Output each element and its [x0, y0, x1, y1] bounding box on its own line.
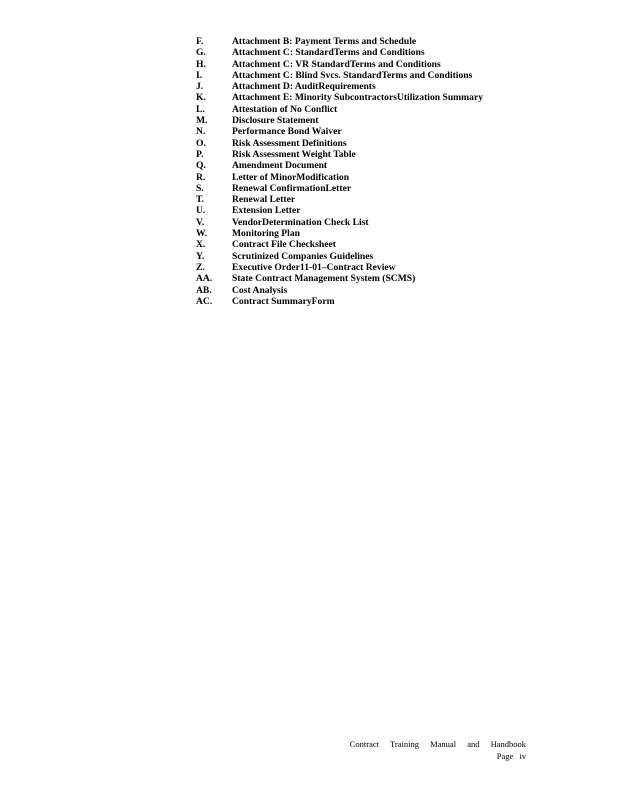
appendix-title: Attachment D: AuditRequirements: [232, 81, 376, 93]
appendix-title: Risk Assessment Weight Table: [232, 148, 356, 160]
appendix-letter: S.: [196, 182, 204, 194]
appendix-letter: AC.: [196, 295, 213, 307]
appendix-list: [196, 36, 483, 307]
appendix-title: Letter of MinorModification: [232, 171, 350, 183]
appendix-item-t: [196, 194, 483, 205]
appendix-item-w: [196, 228, 483, 239]
appendix-title: Contract File Checksheet: [232, 239, 336, 251]
appendix-letter: M.: [196, 115, 208, 127]
appendix-title: Executive Order11-01–Contract Review: [232, 261, 396, 273]
appendix-letter: H.: [196, 58, 206, 70]
appendix-letter: I.: [196, 69, 203, 81]
appendix-letter: T.: [196, 194, 205, 206]
appendix-item-z: [196, 262, 483, 273]
appendix-title: Renewal Letter: [232, 194, 296, 206]
footer-title: Contract Training Manual and Handbook: [349, 739, 526, 749]
appendix-letter: K.: [196, 92, 206, 104]
appendix-title: Cost Analysis: [232, 284, 288, 296]
page-footer: [350, 738, 526, 762]
appendix-item-h: [196, 59, 483, 70]
appendix-title: Attachment E: Minority SubcontractorsUtilization Summary: [232, 92, 484, 104]
appendix-item-y: [196, 251, 483, 262]
appendix-item-p: [196, 149, 483, 160]
appendix-item-o: [196, 138, 483, 149]
appendix-title: Contract SummaryForm: [232, 295, 335, 307]
appendix-item-q: [196, 160, 483, 171]
appendix-item-l: [196, 104, 483, 115]
appendix-letter: F.: [196, 36, 204, 47]
appendix-letter: J.: [196, 81, 204, 93]
appendix-letter: U.: [196, 205, 206, 217]
appendix-letter: Z.: [196, 261, 205, 273]
appendix-title: Amendment Document: [232, 160, 328, 172]
appendix-letter: W.: [196, 228, 208, 240]
appendix-title: Disclosure Statement: [232, 115, 319, 127]
appendix-letter: O.: [196, 137, 206, 149]
appendix-letter: V.: [196, 216, 205, 228]
appendix-item-i: [196, 70, 483, 81]
appendix-letter: R.: [196, 171, 206, 183]
appendix-title: Attachment B: Payment Terms and Schedule: [232, 36, 417, 47]
appendix-title: Scrutinized Companies Guidelines: [232, 250, 374, 262]
appendix-letter: AB.: [196, 284, 212, 296]
appendix-letter: AA.: [196, 273, 213, 285]
appendix-item-n: [196, 126, 483, 137]
appendix-title: Renewal ConfirmationLetter: [232, 182, 352, 194]
appendix-letter: L.: [196, 103, 205, 115]
appendix-item-u: [196, 205, 483, 216]
appendix-title: Monitoring Plan: [232, 228, 300, 240]
appendix-letter: N.: [196, 126, 206, 138]
appendix-title: Attachment C: VR StandardTerms and Conditions: [232, 58, 441, 70]
appendix-letter: G.: [196, 47, 206, 59]
appendix-item-f: [196, 36, 483, 47]
appendix-item-m: [196, 115, 483, 126]
appendix-item-k: [196, 92, 483, 103]
appendix-item-g: [196, 47, 483, 58]
appendix-item-x: [196, 239, 483, 250]
appendix-title: Attachment C: Blind Svcs. StandardTerms and Conditions: [232, 69, 473, 81]
page-number: Page iv: [496, 751, 526, 761]
appendix-item-ac: [196, 296, 483, 307]
appendix-letter: Y.: [196, 250, 205, 262]
appendix-item-r: [196, 172, 483, 183]
appendix-item-aa: [196, 273, 483, 284]
appendix-letter: P.: [196, 148, 204, 160]
appendix-letter: Q.: [196, 160, 206, 172]
appendix-title: Risk Assessment Definitions: [232, 137, 347, 149]
appendix-title: Attestation of No Conflict: [232, 103, 338, 115]
appendix-item-j: [196, 81, 483, 92]
appendix-title: VendorDetermination Check List: [232, 216, 369, 228]
appendix-title: Performance Bond Waiver: [232, 126, 342, 138]
appendix-item-s: [196, 183, 483, 194]
appendix-title: State Contract Management System (SCMS): [232, 273, 416, 285]
appendix-letter: X.: [196, 239, 206, 251]
appendix-item-v: [196, 217, 483, 228]
appendix-title: Attachment C: StandardTerms and Conditions: [232, 47, 425, 59]
appendix-item-ab: [196, 285, 483, 296]
appendix-title: Extension Letter: [232, 205, 301, 217]
